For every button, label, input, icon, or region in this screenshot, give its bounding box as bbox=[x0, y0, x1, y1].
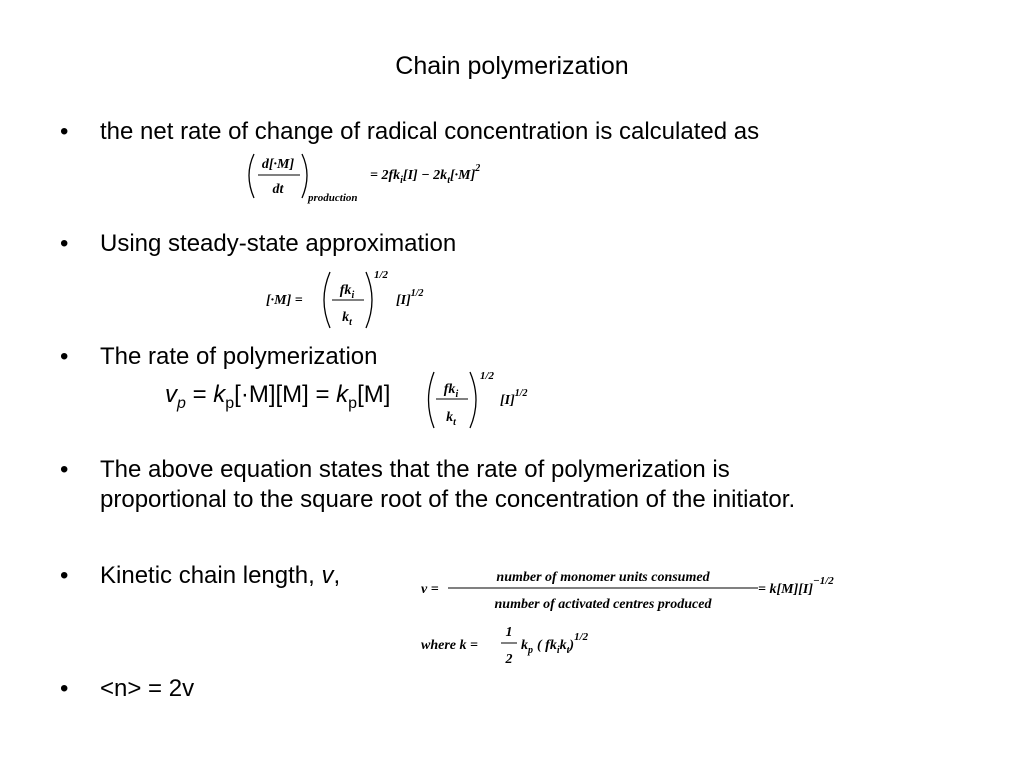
eq5-close: ) bbox=[569, 638, 575, 653]
paren-right bbox=[366, 272, 372, 328]
eq4-rhs: = k[M][I] bbox=[758, 582, 814, 597]
eq2-tail-group bbox=[396, 288, 424, 308]
eq1-rhs: = 2fk bbox=[370, 168, 401, 183]
eq2-denominator-group bbox=[342, 310, 353, 328]
eq3-numerator-group bbox=[444, 382, 459, 400]
eq2-numerator: fk bbox=[339, 283, 352, 298]
bullet-text-group bbox=[100, 561, 340, 591]
eq2-den-sub: t bbox=[349, 317, 352, 328]
bullet-dot: • bbox=[60, 562, 69, 589]
eq3-den-sub: t bbox=[453, 417, 456, 428]
eq3-power: 1/2 bbox=[480, 370, 495, 382]
eq3-v-sub: p bbox=[177, 394, 186, 412]
paren-left bbox=[429, 372, 435, 428]
eq5-paren-sub-i: i bbox=[556, 645, 560, 656]
eq4-lhs: v = bbox=[421, 582, 439, 597]
equation-where-k bbox=[418, 620, 658, 670]
equation-kinetic-chain-length bbox=[418, 562, 888, 618]
eq5-power: 1/2 bbox=[574, 631, 589, 643]
eq1-power: 2 bbox=[475, 163, 481, 174]
bullet-dot: • bbox=[60, 230, 69, 257]
eq4-numerator: number of monomer units consumed bbox=[496, 570, 710, 585]
eq5-lhs: where k = bbox=[421, 638, 478, 653]
eq3-k2: k bbox=[336, 381, 349, 408]
eq1-denominator: dt bbox=[272, 182, 284, 197]
bullet-dot: • bbox=[60, 675, 69, 702]
bullet-dot: • bbox=[60, 118, 69, 145]
bullet-text: Kinetic chain length, bbox=[100, 562, 322, 589]
eq1-numerator: d[·M] bbox=[261, 157, 295, 172]
eq3-k-sub: p bbox=[225, 394, 235, 412]
paren-right bbox=[302, 154, 307, 198]
eq5-k-sub: p bbox=[528, 645, 533, 656]
eq3-m: [M] bbox=[357, 381, 391, 408]
eq3-numerator: fk bbox=[443, 382, 456, 397]
eq3-denominator-group bbox=[446, 410, 457, 428]
eq3-k: k bbox=[213, 381, 226, 408]
eq2-numerator-group bbox=[340, 283, 355, 301]
eq2-tail-power: 1/2 bbox=[410, 288, 424, 299]
equation-rate-fraction bbox=[424, 366, 564, 434]
bullet-text: The rate of polymerization bbox=[100, 343, 378, 370]
eq2-power: 1/2 bbox=[374, 269, 389, 281]
eq5-paren: ( fk bbox=[537, 638, 557, 653]
eq1-subscript: production bbox=[308, 192, 358, 204]
eq1-rhs-sub-i: i bbox=[400, 175, 403, 186]
eq3-k2-sub: p bbox=[348, 394, 358, 412]
bullet-var-v: v bbox=[321, 562, 334, 589]
eq1-rhs-sub-t: t bbox=[447, 175, 450, 186]
eq3-equals: = bbox=[185, 381, 214, 408]
bullet-text-line-2: proportional to the square root of the concentration of the initiator. bbox=[100, 486, 796, 513]
bullet-text: <n> = 2v bbox=[100, 675, 195, 702]
bullet-text: the net rate of change of radical concentration is calculated as bbox=[100, 118, 760, 145]
eq5-rhs-group bbox=[521, 631, 589, 656]
eq5-frac-num: 1 bbox=[505, 625, 513, 640]
eq3-v: v bbox=[165, 381, 177, 408]
equation-net-rate bbox=[240, 148, 530, 208]
eq2-num-sub: i bbox=[351, 290, 355, 301]
eq3-denominator: k bbox=[446, 410, 454, 425]
eq4-rhs-group bbox=[758, 575, 834, 597]
eq4-rhs-power: −1/2 bbox=[813, 575, 834, 587]
eq3-tail: [I] bbox=[500, 393, 515, 408]
eq2-tail: [I] bbox=[396, 293, 411, 308]
eq2-denominator: k bbox=[342, 310, 350, 325]
bullet-dot: • bbox=[60, 343, 69, 370]
paren-left bbox=[324, 272, 330, 328]
eq3-num-sub: i bbox=[455, 389, 459, 400]
equation-steady-state bbox=[262, 264, 462, 334]
eq3-tail-power: 1/2 bbox=[514, 388, 528, 399]
bullet-text: Using steady-state approximation bbox=[100, 230, 457, 257]
eq4-denominator: number of activated centres produced bbox=[494, 597, 712, 612]
paren-right bbox=[470, 372, 476, 428]
eq5-k2: k bbox=[559, 638, 567, 653]
equation-rate-text bbox=[165, 381, 390, 413]
eq5-k2-sub: t bbox=[566, 645, 570, 656]
eq3-tail-group bbox=[500, 388, 528, 408]
slide-title: Chain polymerization bbox=[395, 52, 629, 80]
eq2-lhs: [·M] = bbox=[266, 293, 303, 308]
eq5-k: k bbox=[521, 638, 528, 653]
eq1-rhs-group bbox=[370, 163, 480, 186]
bullet-text-tail: , bbox=[333, 562, 341, 589]
eq1-rhs-mid: [I] − 2k bbox=[402, 168, 448, 183]
bullet-text-line-1: The above equation states that the rate of polymerization is bbox=[100, 456, 730, 483]
eq5-frac-den: 2 bbox=[505, 652, 513, 667]
eq3-mid: [·M][M] = bbox=[234, 381, 337, 408]
bullet-dot: • bbox=[60, 456, 69, 483]
eq1-rhs-end: [·M] bbox=[449, 168, 476, 183]
paren-left bbox=[249, 154, 254, 198]
